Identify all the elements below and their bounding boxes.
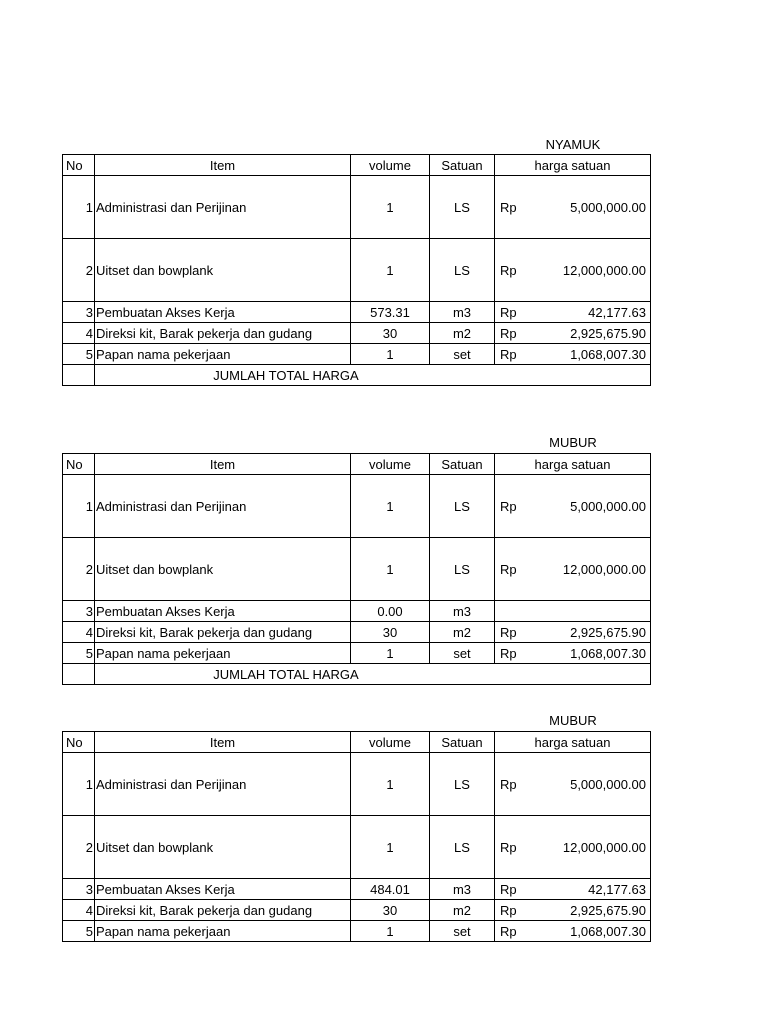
table-row bbox=[63, 176, 651, 239]
row-item: Pembuatan Akses Kerja bbox=[95, 302, 351, 323]
row-no: 3 bbox=[63, 879, 95, 900]
row-item: Papan nama pekerjaan bbox=[95, 344, 351, 365]
row-item: Pembuatan Akses Kerja bbox=[95, 879, 351, 900]
table-row bbox=[63, 302, 651, 323]
row-harga bbox=[495, 475, 651, 538]
currency-label: Rp bbox=[500, 624, 517, 640]
row-satuan: m3 bbox=[430, 879, 495, 900]
row-volume: 1 bbox=[351, 344, 430, 365]
row-satuan: set bbox=[430, 643, 495, 664]
price-amount: 2,925,675.90 bbox=[570, 624, 646, 640]
cost-table bbox=[62, 453, 651, 685]
header-no: No bbox=[63, 155, 95, 176]
row-no: 4 bbox=[63, 323, 95, 344]
header-satuan: Satuan bbox=[430, 155, 495, 176]
price-amount: 1,068,007.30 bbox=[570, 923, 646, 939]
header-row bbox=[63, 732, 651, 753]
row-satuan: LS bbox=[430, 538, 495, 601]
table-row bbox=[63, 879, 651, 900]
row-satuan: LS bbox=[430, 475, 495, 538]
row-volume: 0.00 bbox=[351, 601, 430, 622]
row-no: 2 bbox=[63, 538, 95, 601]
header-satuan: Satuan bbox=[430, 454, 495, 475]
price-amount: 12,000,000.00 bbox=[562, 262, 646, 278]
row-no: 4 bbox=[63, 622, 95, 643]
price-amount: 2,925,675.90 bbox=[570, 902, 646, 918]
row-item: Administrasi dan Perijinan bbox=[95, 475, 351, 538]
currency-label: Rp bbox=[500, 304, 517, 320]
row-no: 1 bbox=[63, 753, 95, 816]
row-harga bbox=[495, 643, 651, 664]
row-satuan: m2 bbox=[430, 900, 495, 921]
row-satuan: set bbox=[430, 921, 495, 942]
row-satuan: LS bbox=[430, 753, 495, 816]
price-amount: 5,000,000.00 bbox=[570, 498, 646, 514]
row-harga bbox=[495, 302, 651, 323]
currency-label: Rp bbox=[500, 498, 517, 514]
row-volume: 1 bbox=[351, 921, 430, 942]
row-no: 5 bbox=[63, 344, 95, 365]
table-row bbox=[63, 900, 651, 921]
row-satuan: m2 bbox=[430, 622, 495, 643]
price-amount: 1,068,007.30 bbox=[570, 346, 646, 362]
total-no-cell bbox=[63, 365, 95, 386]
price-amount: 5,000,000.00 bbox=[570, 199, 646, 215]
row-harga bbox=[495, 538, 651, 601]
table-row bbox=[63, 643, 651, 664]
row-volume: 1 bbox=[351, 753, 430, 816]
table-row bbox=[63, 601, 651, 622]
row-harga bbox=[495, 879, 651, 900]
currency-label: Rp bbox=[500, 776, 517, 792]
table-row bbox=[63, 816, 651, 879]
currency-label: Rp bbox=[500, 902, 517, 918]
header-item: Item bbox=[95, 155, 351, 176]
row-harga bbox=[495, 601, 651, 622]
row-satuan: m3 bbox=[430, 302, 495, 323]
header-volume: volume bbox=[351, 732, 430, 753]
row-no: 1 bbox=[63, 475, 95, 538]
row-satuan: set bbox=[430, 344, 495, 365]
row-item: Uitset dan bowplank bbox=[95, 816, 351, 879]
row-harga bbox=[495, 921, 651, 942]
row-harga bbox=[495, 816, 651, 879]
row-harga bbox=[495, 900, 651, 921]
row-harga bbox=[495, 323, 651, 344]
row-no: 5 bbox=[63, 921, 95, 942]
row-item: Administrasi dan Perijinan bbox=[95, 176, 351, 239]
section-title: MUBUR bbox=[549, 435, 597, 450]
price-amount: 12,000,000.00 bbox=[562, 839, 646, 855]
row-no: 2 bbox=[63, 816, 95, 879]
row-no: 3 bbox=[63, 601, 95, 622]
total-row bbox=[63, 365, 651, 386]
header-no: No bbox=[63, 732, 95, 753]
section-title: NYAMUK bbox=[545, 137, 601, 152]
row-volume: 484.01 bbox=[351, 879, 430, 900]
currency-label: Rp bbox=[500, 645, 517, 661]
row-harga bbox=[495, 622, 651, 643]
currency-label: Rp bbox=[500, 199, 517, 215]
header-item: Item bbox=[95, 732, 351, 753]
row-satuan: LS bbox=[430, 816, 495, 879]
currency-label: Rp bbox=[500, 346, 517, 362]
cost-table bbox=[62, 731, 651, 942]
header-harga-satuan: harga satuan bbox=[495, 732, 651, 753]
total-label: JUMLAH TOTAL HARGA bbox=[95, 365, 651, 386]
price-amount: 42,177.63 bbox=[588, 881, 646, 897]
total-row bbox=[63, 664, 651, 685]
table-row bbox=[63, 622, 651, 643]
section-title: MUBUR bbox=[549, 713, 597, 728]
header-harga-satuan: harga satuan bbox=[495, 454, 651, 475]
table-row bbox=[63, 475, 651, 538]
row-no: 4 bbox=[63, 900, 95, 921]
table-row bbox=[63, 753, 651, 816]
table-row bbox=[63, 323, 651, 344]
row-item: Pembuatan Akses Kerja bbox=[95, 601, 351, 622]
row-no: 5 bbox=[63, 643, 95, 664]
price-amount: 1,068,007.30 bbox=[570, 645, 646, 661]
row-no: 1 bbox=[63, 176, 95, 239]
table-row bbox=[63, 921, 651, 942]
table-row bbox=[63, 538, 651, 601]
row-satuan: LS bbox=[430, 239, 495, 302]
header-volume: volume bbox=[351, 155, 430, 176]
row-item: Direksi kit, Barak pekerja dan gudang bbox=[95, 622, 351, 643]
row-harga bbox=[495, 239, 651, 302]
row-no: 3 bbox=[63, 302, 95, 323]
row-volume: 573.31 bbox=[351, 302, 430, 323]
row-item: Uitset dan bowplank bbox=[95, 538, 351, 601]
header-volume: volume bbox=[351, 454, 430, 475]
row-volume: 30 bbox=[351, 323, 430, 344]
row-harga bbox=[495, 176, 651, 239]
price-amount: 42,177.63 bbox=[588, 304, 646, 320]
row-item: Uitset dan bowplank bbox=[95, 239, 351, 302]
row-item: Papan nama pekerjaan bbox=[95, 643, 351, 664]
currency-label: Rp bbox=[500, 325, 517, 341]
header-item: Item bbox=[95, 454, 351, 475]
currency-label: Rp bbox=[500, 561, 517, 577]
row-satuan: m3 bbox=[430, 601, 495, 622]
row-harga bbox=[495, 344, 651, 365]
row-volume: 1 bbox=[351, 475, 430, 538]
row-volume: 1 bbox=[351, 239, 430, 302]
row-harga bbox=[495, 753, 651, 816]
total-label: JUMLAH TOTAL HARGA bbox=[95, 664, 651, 685]
table-row bbox=[63, 239, 651, 302]
header-satuan: Satuan bbox=[430, 732, 495, 753]
price-amount: 12,000,000.00 bbox=[562, 561, 646, 577]
row-satuan: LS bbox=[430, 176, 495, 239]
row-item: Direksi kit, Barak pekerja dan gudang bbox=[95, 900, 351, 921]
row-volume: 1 bbox=[351, 176, 430, 239]
table-row bbox=[63, 344, 651, 365]
currency-label: Rp bbox=[500, 262, 517, 278]
row-no: 2 bbox=[63, 239, 95, 302]
row-volume: 1 bbox=[351, 816, 430, 879]
row-item: Direksi kit, Barak pekerja dan gudang bbox=[95, 323, 351, 344]
currency-label: Rp bbox=[500, 839, 517, 855]
header-row bbox=[63, 454, 651, 475]
currency-label: Rp bbox=[500, 923, 517, 939]
price-amount: 2,925,675.90 bbox=[570, 325, 646, 341]
cost-table bbox=[62, 154, 651, 386]
currency-label: Rp bbox=[500, 881, 517, 897]
row-item: Papan nama pekerjaan bbox=[95, 921, 351, 942]
header-harga-satuan: harga satuan bbox=[495, 155, 651, 176]
header-no: No bbox=[63, 454, 95, 475]
row-volume: 1 bbox=[351, 538, 430, 601]
row-volume: 30 bbox=[351, 622, 430, 643]
price-amount: 5,000,000.00 bbox=[570, 776, 646, 792]
header-row bbox=[63, 155, 651, 176]
total-no-cell bbox=[63, 664, 95, 685]
row-item: Administrasi dan Perijinan bbox=[95, 753, 351, 816]
row-satuan: m2 bbox=[430, 323, 495, 344]
row-volume: 30 bbox=[351, 900, 430, 921]
row-volume: 1 bbox=[351, 643, 430, 664]
